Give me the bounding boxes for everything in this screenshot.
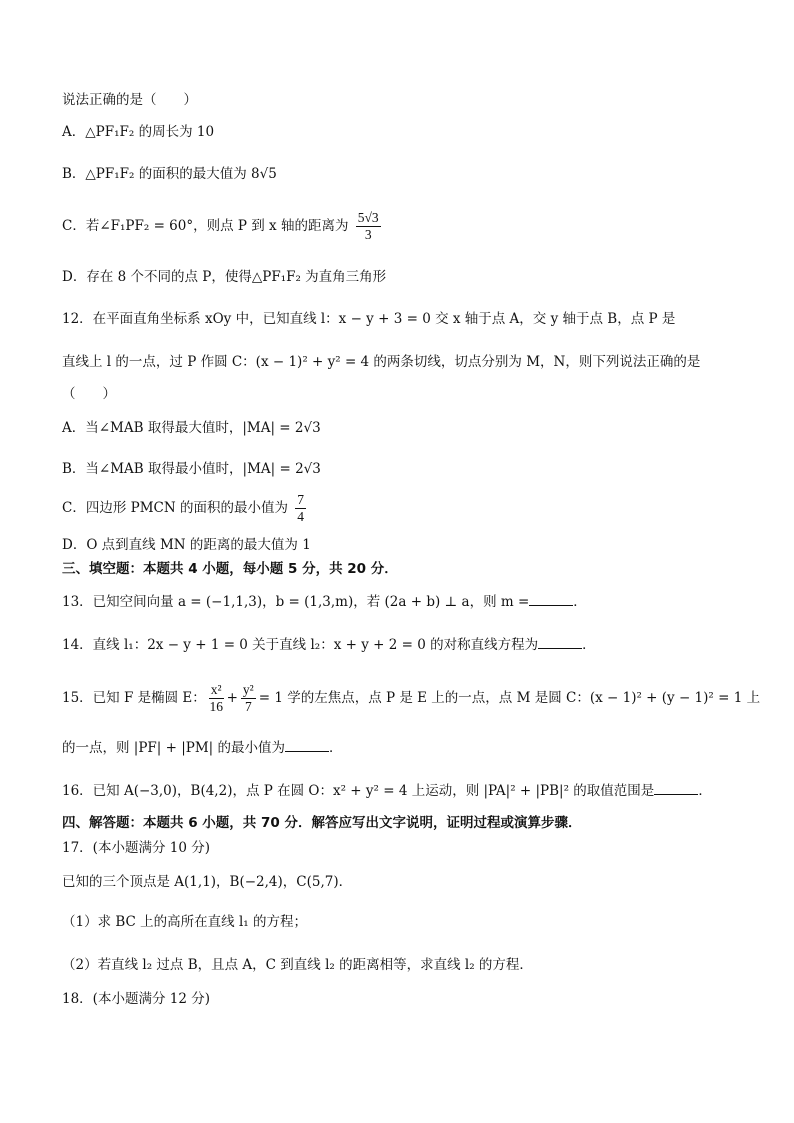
option-c-text: C．四边形 PMCN 的面积的最小值为: [62, 500, 288, 516]
fraction: [209, 682, 224, 715]
fraction: [241, 682, 256, 715]
question-17-text: 已知的三个顶点是 A(1,1)，B(−2,4)，C(5,7)．: [62, 874, 353, 890]
answer-blank: [538, 634, 582, 649]
question-14: [62, 634, 596, 655]
answer-blank: [285, 737, 329, 752]
option-c: [62, 492, 309, 525]
option-a: A．△PF₁F₂ 的周长为 10: [62, 124, 215, 140]
period: ．: [329, 740, 343, 756]
question-13-text: 13．已知空间向量 a = (−1,1,3)，b = (1,3,m)，若 (2a + b) ⊥ a，则 m =: [62, 594, 530, 610]
fraction-numerator: x²: [210, 682, 222, 697]
question-17-header: 17．(本小题满分 10 分): [62, 840, 210, 856]
question-16: [62, 780, 712, 801]
option-d: D．O 点到直线 MN 的距离的最大值为 1: [62, 537, 311, 553]
option-c: [62, 210, 384, 243]
option-b: B．当∠MAB 取得最小值时，|MA| = 2√3: [62, 461, 321, 477]
question-15-text: 15．已知 F 是椭圆 E：: [62, 690, 206, 706]
text-line: 说法正确的是（ ）: [62, 92, 197, 108]
option-b: B．△PF₁F₂ 的面积的最大值为 8√5: [62, 166, 277, 182]
question-15-text-cont: = 1 学的左焦点，点 P 是 E 上的一点，点 M 是圆 C：(x − 1)² + (y − 1)² = 1 上: [258, 690, 761, 706]
option-c-text: C．若∠F₁PF₂ = 60°，则点 P 到 x 轴的距离为: [62, 218, 349, 234]
question-12: 12．在平面直角坐标系 xOy 中，已知直线 l：x − y + 3 = 0 交 x 轴于点 A，交 y 轴于点 B，点 P 是: [62, 311, 676, 327]
question-17-part2: （2）若直线 l₂ 过点 B，且点 A，C 到直线 l₂ 的距离相等，求直线 l₂ 的方程．: [62, 957, 533, 973]
fraction-denominator: 3: [364, 227, 372, 242]
fraction-denominator: 4: [297, 509, 305, 524]
fraction-numerator: y²: [242, 682, 254, 697]
question-15-line2: [62, 737, 343, 758]
fraction-denominator: 16: [209, 699, 223, 714]
option-a: A．当∠MAB 取得最大值时，|MA| = 2√3: [62, 420, 321, 436]
question-15: [62, 682, 760, 715]
period: ．: [582, 637, 596, 653]
section-heading-solution: 四、解答题：本题共 6 小题，共 70 分．解答应写出文字说明，证明过程或演算步骤．: [62, 815, 582, 831]
answer-blank: [529, 591, 573, 606]
period: ．: [698, 783, 712, 799]
fraction: [356, 210, 381, 243]
question-17-part1: （1）求 BC 上的高所在直线 l₁ 的方程；: [62, 914, 307, 930]
fraction-numerator: 5√3: [357, 210, 379, 225]
answer-blank: [654, 780, 698, 795]
fraction-numerator: 7: [297, 492, 305, 507]
fraction-denominator: 7: [244, 699, 252, 714]
question-13: [62, 591, 587, 612]
question-15-text: 的一点，则 |PF| + |PM| 的最小值为: [62, 740, 286, 756]
question-18-header: 18．(本小题满分 12 分): [62, 991, 210, 1007]
question-12-line2: 直线上 l 的一点，过 P 作圆 C：(x − 1)² + y² = 4 的两条切线，切点分别为 M，N，则下列说法正确的是: [62, 354, 701, 370]
section-heading-fill-in: 三、填空题：本题共 4 小题，每小题 5 分，共 20 分．: [62, 561, 398, 577]
period: ．: [573, 594, 587, 610]
question-16-text: 16．已知 A(−3,0)，B(4,2)，点 P 在圆 O：x² + y² = 4 上运动，则 |PA|² + |PB|² 的取值范围是: [62, 783, 655, 799]
question-14-text: 14．直线 l₁：2x − y + 1 = 0 关于直线 l₂：x + y + 2 = 0 的对称直线方程为: [62, 637, 539, 653]
plus-sign: +: [226, 690, 238, 706]
fraction: [295, 492, 306, 525]
option-d: D．存在 8 个不同的点 P，使得△PF₁F₂ 为直角三角形: [62, 269, 387, 285]
answer-bracket: （ ）: [62, 386, 116, 402]
